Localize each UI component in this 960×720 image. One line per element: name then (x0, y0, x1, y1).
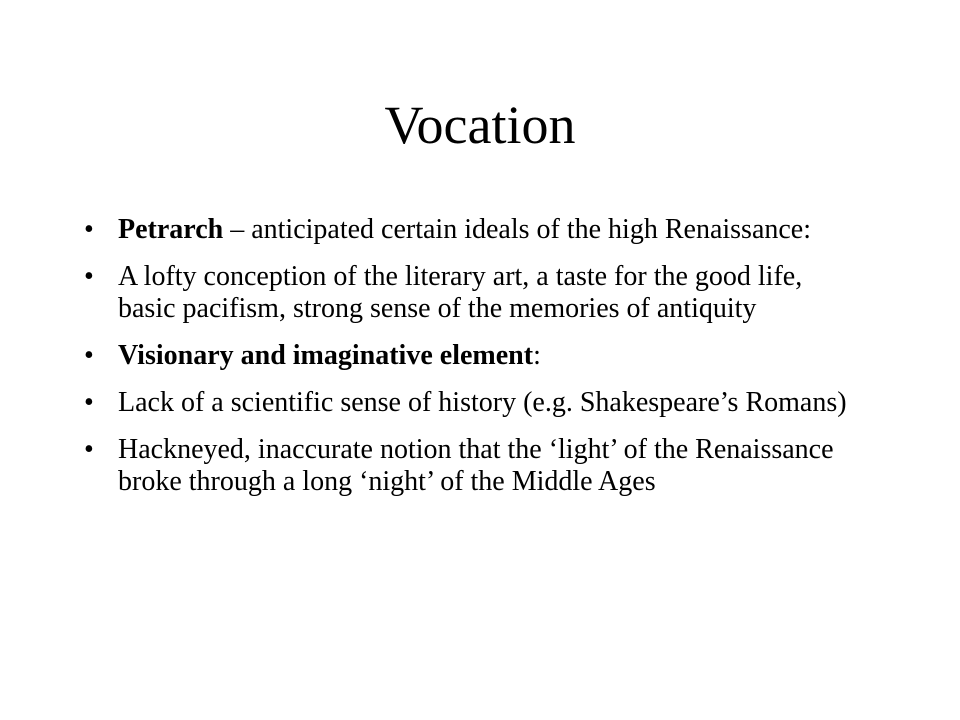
bullet-text: – anticipated certain ideals of the high Renaissance: (223, 214, 811, 245)
bullet-text: Lack of a scientific sense of history (e.g. Shakespeare’s Romans) (118, 387, 847, 418)
bullet-icon: • (84, 214, 94, 245)
bullet-lead: Petrarch (118, 214, 224, 245)
bullet-icon: • (84, 261, 94, 292)
bullet-item-petrarch (84, 214, 864, 246)
bullet-list (84, 214, 864, 513)
bullet-text: Hackneyed, inaccurate notion that the ‘light’ of the Renaissance broke through a long ‘night’ of the Middle Ages (118, 434, 834, 497)
bullet-lead: Visionary and imaginative element (118, 340, 534, 371)
slide-title: Vocation (384, 95, 576, 155)
bullet-item-lofty-conception (84, 261, 864, 325)
bullet-text: A lofty conception of the literary art, a taste for the good life, basic pacifism, strong sense of the memories of antiquity (118, 261, 803, 324)
bullet-icon: • (84, 387, 94, 418)
bullet-item-visionary (84, 340, 864, 372)
bullet-item-hackneyed (84, 434, 864, 498)
bullet-icon: • (84, 340, 94, 371)
bullet-text: : (533, 340, 541, 371)
bullet-icon: • (84, 434, 94, 465)
bullet-item-lack-of-history (84, 387, 864, 419)
